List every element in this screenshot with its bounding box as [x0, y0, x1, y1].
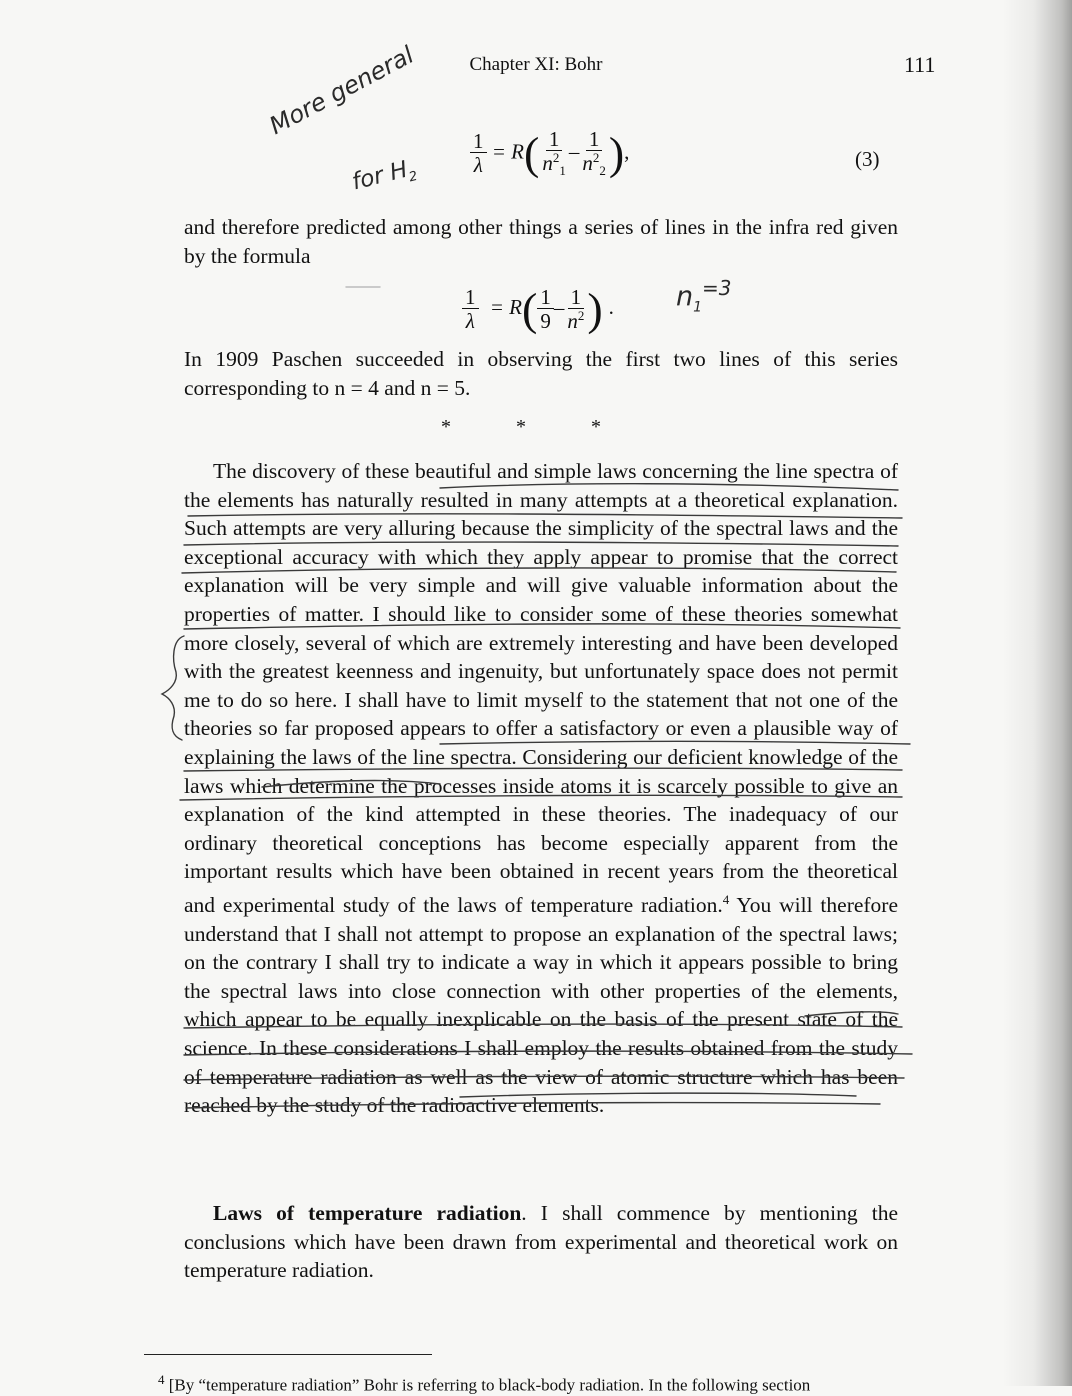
- footnote: $^4$ [By “temperature radiation” Bohr is referring to black-body radiation. In the following section: [158, 1372, 811, 1395]
- paragraph-3: The discovery of these beautiful and simple laws concerning the line spectra of the elements has naturally resulted in many attempts at a theoretical explanation. Such attempts are very alluring because the simplicity of the spectral laws and the exceptional accuracy with which they apply appear to promise that the correct explanation will be very simple and will give valuable information about the properties of matter. I should like to consider some of these theories somewhat more closely, several of which are extremely interesting and have been developed with the greatest keenness and ingenuity, but unfortunately space does not permit me to do so here. I shall have to limit myself to the statement that not one of the theories so far proposed appears to offer a satisfactory or even a plausible way of explaining the laws of the line spectra. Considering our deficient knowledge of the laws which determine the processes inside atoms it is scarcely possible to give an explanation of the kind attempted in these theories. The inadequacy of our ordinary theoretical conceptions has become especially apparent from the important results which have been obtained in recent years from the theoretical and experimental study of the laws of temperature radiation.$^4$ You will therefore understand that I shall not attempt to propose an explanation of the spectral laws; on the contrary I shall try to indicate a way in which it appears possible to bring the spectral laws into close connection with other properties of the elements, which appear to be equally inexplicable on the basis of the present state of the science. In these considerations I shall employ the results obtained from the study of temperature radiation as well as the view of atomic structure which has been reached by the study of the radioactive elements.: [184, 459, 899, 1118]
- footnote-rule: [144, 1354, 432, 1355]
- paragraph-1: and therefore predicted among other things a series of lines in the infra red given by the formula: [184, 215, 898, 268]
- handwritten-n1-annotation: $n_1^{=3}$: [676, 276, 732, 316]
- equation-paschen: $\frac{1}{\lambda}$ = R( $\frac{1}{9}$ – $\frac{1}{n^2}$ ) .: [462, 286, 614, 333]
- paragraph-4: Laws of temperature radiation. I shall commence by mentioning the conclusions which have been drawn from experimental and theoretical work on temperature radiation.: [184, 1201, 898, 1283]
- equation-3-label: (3): [855, 147, 880, 171]
- eq3-term2: $\frac{1}{n^2_2}$: [582, 127, 606, 179]
- section-heading: Laws of temperature radiation: [213, 1201, 522, 1225]
- handwritten-note-for-h2: for $H_2$: [349, 156, 420, 196]
- margin-bracket: [162, 636, 184, 740]
- handwritten-note-general: More general: [264, 40, 419, 141]
- running-head: Chapter XI: Bohr: [469, 54, 603, 75]
- eq3-term1: $\frac{1}{n^2_1}$: [542, 127, 566, 179]
- paragraph-2: In 1909 Paschen succeeded in observing the first two lines of this series corresponding to n = 4 and n = 5.: [184, 347, 898, 400]
- equation-3: $\frac{1}{\lambda}$ = R( $\frac{1}{n^2_1}$ – $\frac{1}{n^2_2}$ ),: [470, 128, 629, 179]
- section-break: * * *: [441, 416, 631, 438]
- footnote-ref: 4: [722, 891, 730, 907]
- page-edge-shadow: [1002, 0, 1072, 1386]
- eq3-lhs: $\frac{1}{\lambda}$: [470, 130, 487, 177]
- page-number: 111: [904, 52, 936, 77]
